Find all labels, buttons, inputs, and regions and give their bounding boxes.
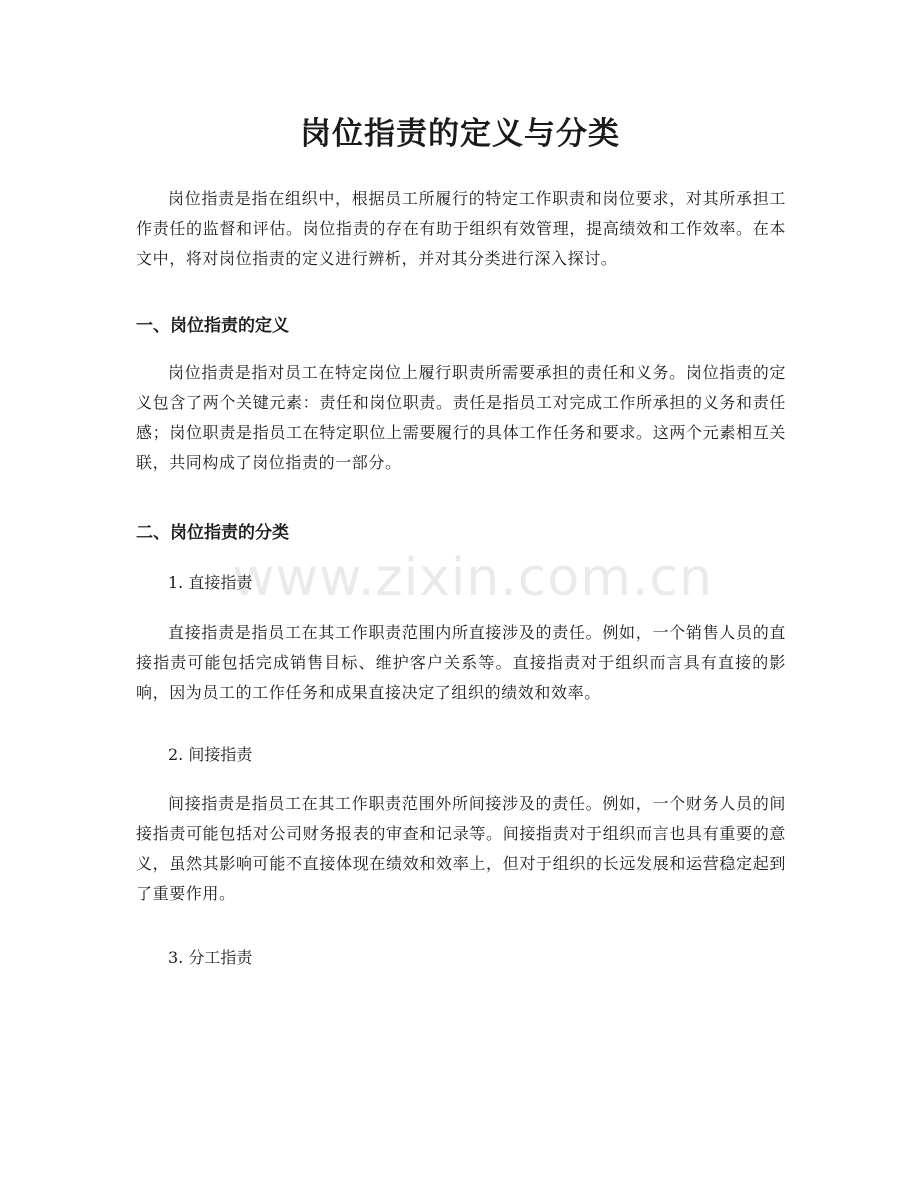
subsection-2-paragraph: 间接指责是指员工在其工作职责范围外所间接涉及的责任。例如，一个财务人员的间接指责可能包括对公司财务报表的审查和记录等。间接指责对于组织而言也具有重要的意义，虽然其影响可能不直接体现在绩效和效率上，但对于组织的长远发展和运营稳定起到了重要作用。	[136, 794, 786, 903]
subsection-3-label: 3. 分工指责	[168, 948, 253, 967]
subsection-2-label: 2. 间接指责	[168, 745, 253, 764]
section-1-paragraph: 岗位指责是指对员工在特定岗位上履行职责所需要承担的责任和义务。岗位指责的定义包含了两个关键元素：责任和岗位职责。责任是指员工对完成工作所承担的义务和责任感；岗位职责是指员工在特定职位上需要履行的具体工作任务和要求。这两个元素相互关联，共同构成了岗位指责的一部分。	[136, 363, 786, 472]
subsection-1-paragraph: 直接指责是指员工在其工作职责范围内所直接涉及的责任。例如，一个销售人员的直接指责可能包括完成销售目标、维护客户关系等。直接指责对于组织而言具有直接的影响，因为员工的工作任务和成果直接决定了组织的绩效和效率。	[136, 623, 786, 702]
subsection-1-label: 1. 直接指责	[168, 573, 253, 592]
document-title: 岗位指责的定义与分类	[300, 116, 620, 152]
section-1-heading: 一、岗位指责的定义	[136, 316, 289, 336]
section-2-heading: 二、岗位指责的分类	[136, 523, 289, 543]
intro-paragraph: 岗位指责是指在组织中，根据员工所履行的特定工作职责和岗位要求，对其所承担工作责任的监督和评估。岗位指责的存在有助于组织有效管理，提高绩效和工作效率。在本文中，将对岗位指责的定义进行辨析，并对其分类进行深入探讨。	[136, 189, 786, 268]
watermark: www.zixin.com.cn	[232, 548, 713, 608]
